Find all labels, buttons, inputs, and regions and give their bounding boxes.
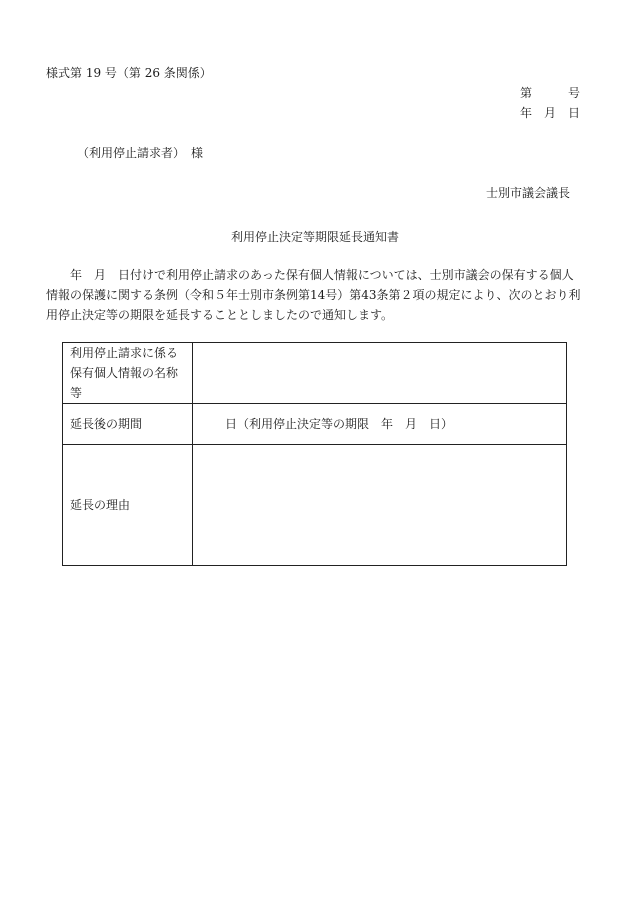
row-label-line: 保有個人情報の名称等: [70, 366, 179, 400]
table-row: [63, 343, 567, 404]
row-value-target-info: [193, 343, 567, 404]
document-number: 第 号: [519, 86, 580, 100]
addressee: （利用停止請求者） 様: [77, 146, 204, 160]
issuer: 士別市議会議長: [485, 186, 570, 200]
row-label-extended-period: 延長後の期間: [63, 404, 193, 445]
table-row: [63, 445, 567, 566]
row-label-extension-reason: 延長の理由: [63, 445, 193, 566]
document-title: 利用停止決定等期限延長通知書: [230, 230, 399, 244]
row-value-extension-reason: [193, 445, 567, 566]
row-label-line: 利用停止請求に係る: [70, 346, 179, 360]
body-paragraph: 年 月 日付けで利用停止請求のあった保有個人情報については、士別市議会の保有する個人情報の保護に関する条例（令和５年士別市条例第14号）第43条第２項の規定により、次のとおり利用停止決定等の期限を延長することとしましたので通知します。: [46, 268, 581, 322]
form-number: 様式第 19 号（第 26 条関係）: [46, 66, 212, 80]
row-label-target-info: [63, 343, 193, 404]
table-row: [63, 404, 567, 445]
info-table: [62, 342, 567, 566]
row-value-extended-period: 日（利用停止決定等の期限 年 月 日）: [193, 404, 567, 445]
document-date: 年 月 日: [519, 106, 580, 120]
